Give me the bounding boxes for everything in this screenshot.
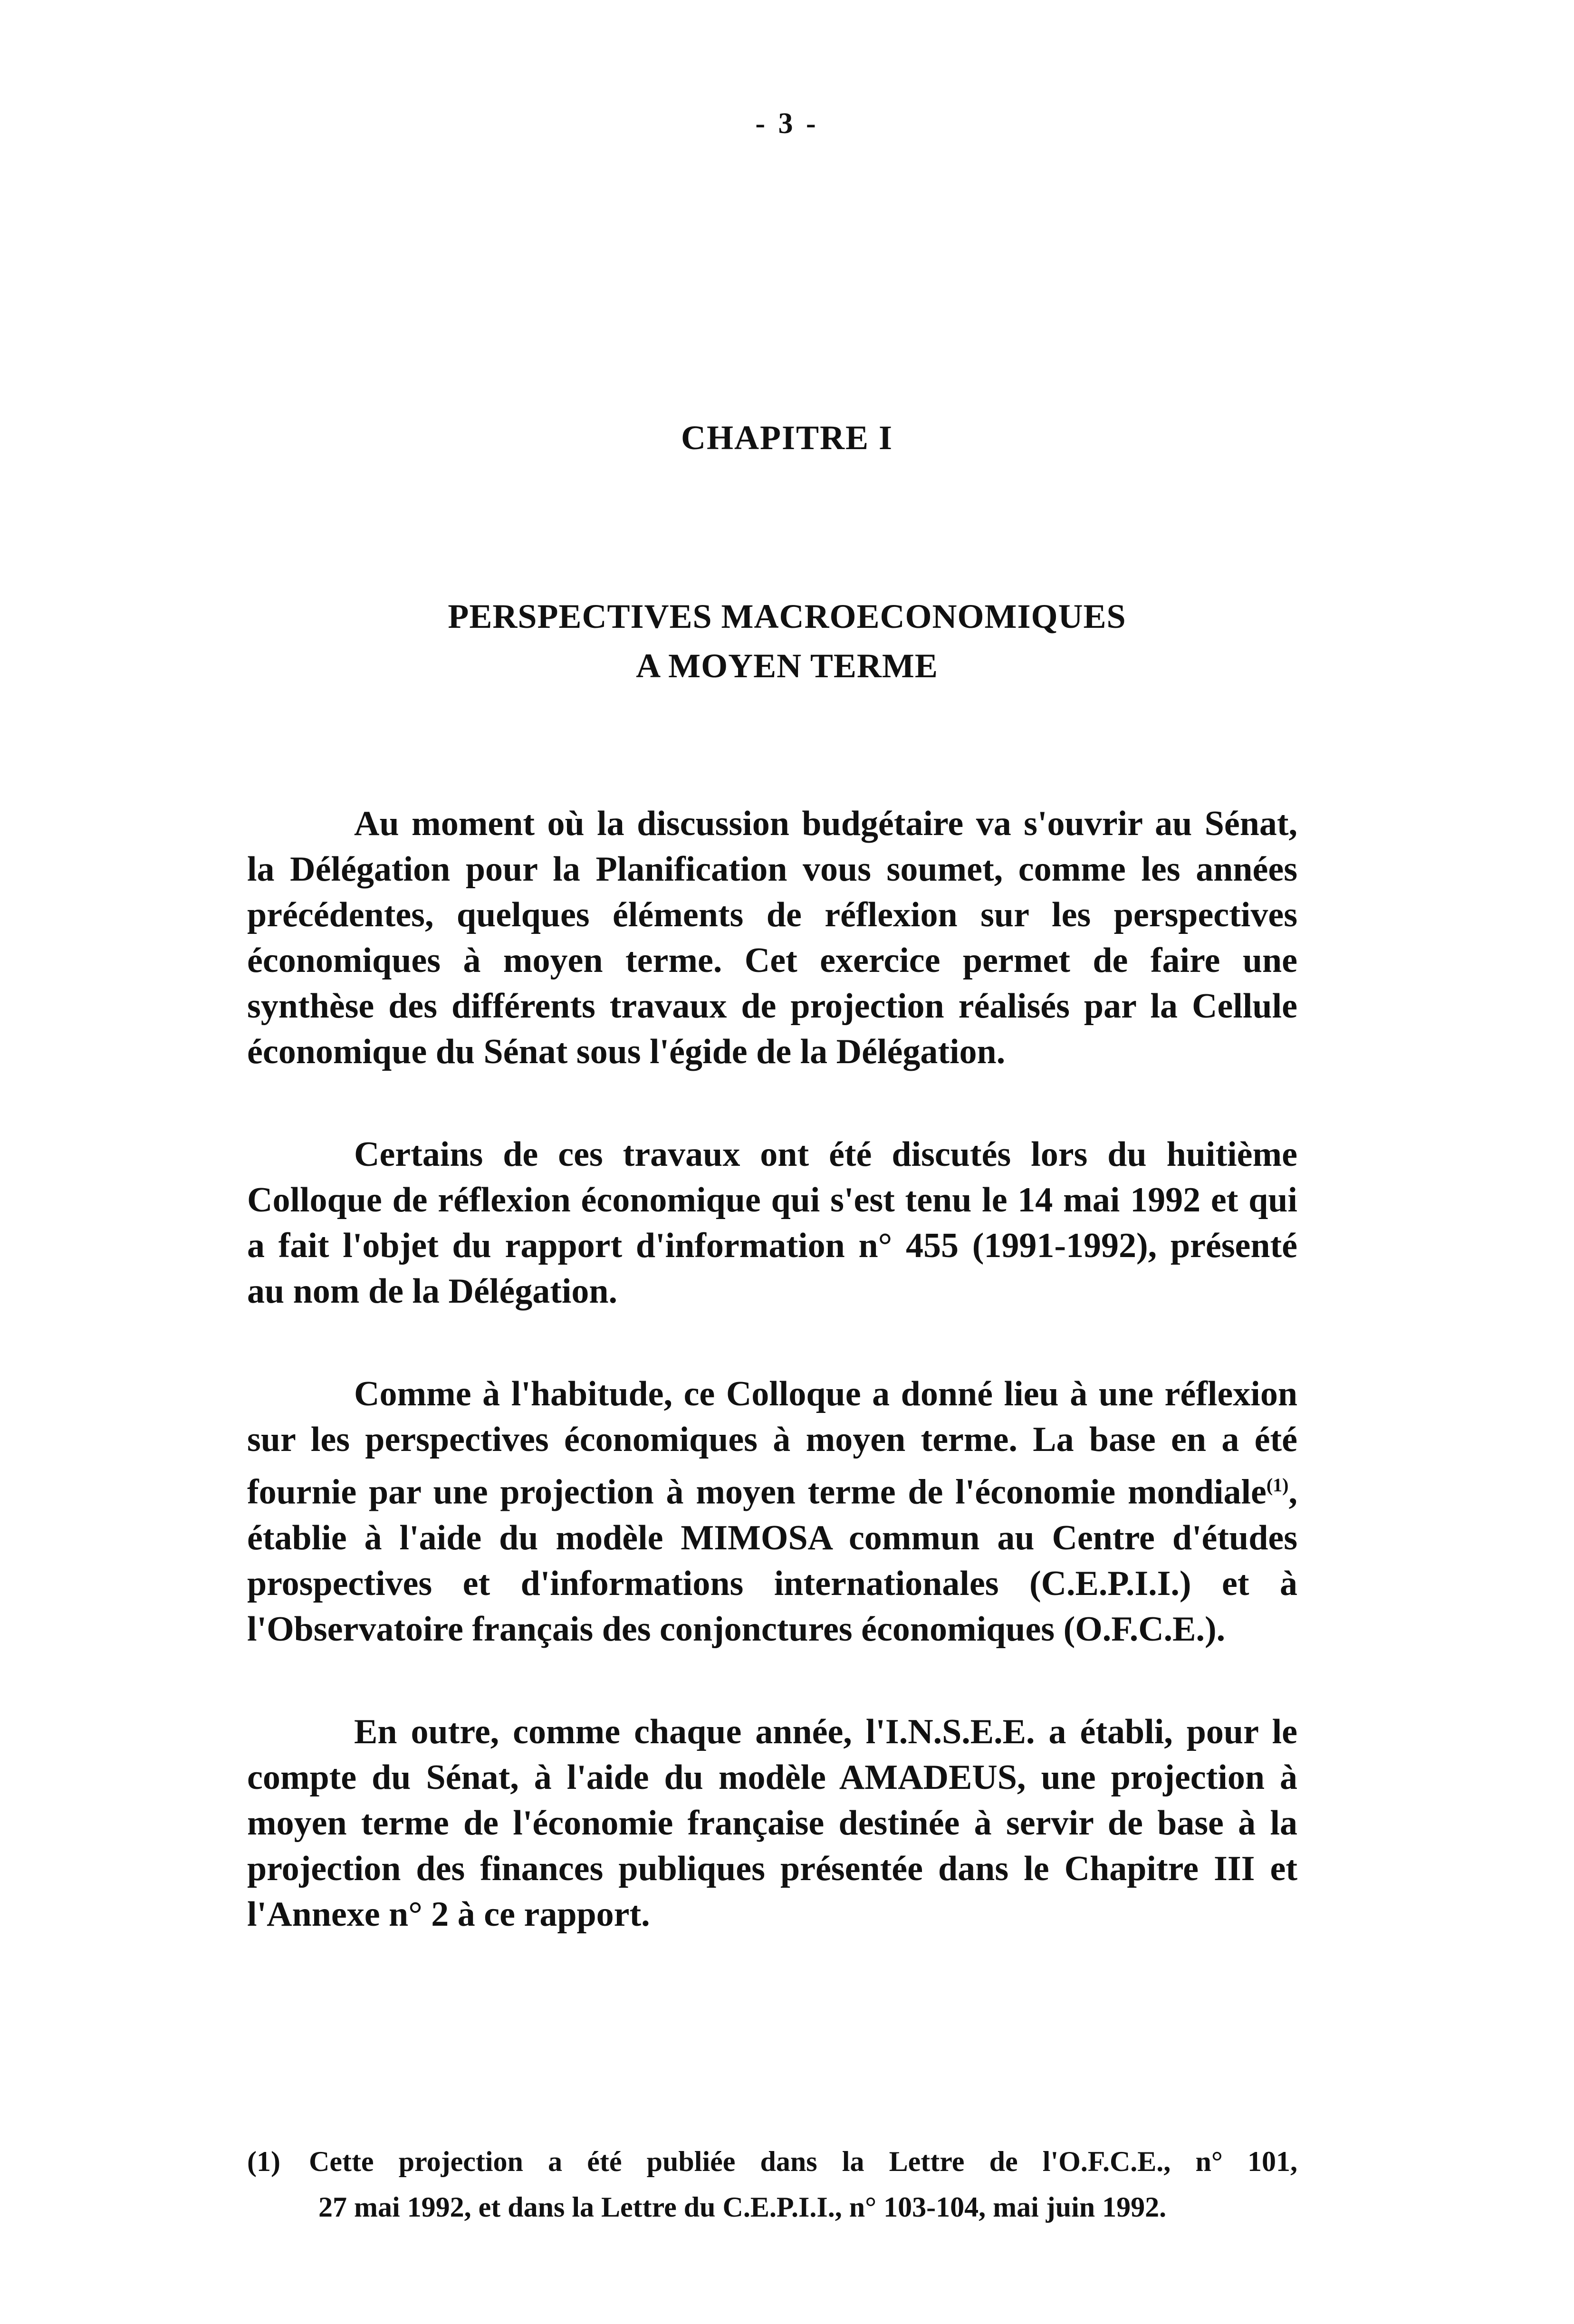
page-number: - 3 - [755,107,819,140]
paragraph-2: Certains de ces travaux ont été discutés lors du huitième Colloque de réflexion économique qui s'est tenu le 14 mai 1992 et qui a fait l'objet du rapport d'information n° 455 (1991-1992), présenté au nom de la Délégation. [247,1135,1297,1311]
chapter-label: CHAPITRE I [681,419,893,457]
paragraph-1: Au moment où la discussion budgétaire va s'ouvrir au Sénat, la Délégation pour la Planification vous soumet, comme les années précédentes, quelques éléments de réflexion sur les perspectives économiques à moyen terme. Cet exercice permet de faire une synthèse des différents travaux de projection réalisés par la Cellule économique du Sénat sous l'égide de la Délégation. [247,804,1297,1071]
footnote-text-1: Cette projection a été publiée dans la Lettre de l'O.F.C.E., n° 101, [309,2146,1297,2177]
footnote [247,2139,1297,2230]
chapter-title-line-1: PERSPECTIVES MACROECONOMIQUES [448,597,1126,635]
paragraph-3-text-a: Comme à l'habitude, ce Colloque a donné lieu à une réflexion sur les perspectives économiques à moyen terme. La base en a été fournie par une projection à moyen terme de l'économie mondiale [247,1374,1297,1512]
paragraph-4: En outre, comme chaque année, l'I.N.S.E.E. a établi, pour le compte du Sénat, à l'aide du modèle AMADEUS, une projection à moyen terme de l'économie française destinée à servir de base à la projection des finances publiques présentée dans le Chapitre III et l'Annexe n° 2 à ce rapport. [247,1712,1297,1934]
chapter-title-line-2: A MOYEN TERME [636,647,938,685]
footnote-line-1 [247,2139,1297,2184]
paragraph-3-text-b: , établie à l'aide du modèle MIMOSA commun au Centre d'études prospectives et d'informations internationales (C.E.P.I.I.) et à l'Observatoire français des conjonctures économiques (O.F.C.E.). [247,1472,1297,1649]
footnote-line-2: 27 mai 1992, et dans la Lettre du C.E.P.I.I., n° 103-104, mai juin 1992. [318,2191,1167,2223]
footnote-marker: (1) [247,2146,280,2177]
chapter-title [0,592,1574,691]
paragraph-3 [247,1371,1297,1652]
footnote-reference: (1) [1266,1474,1289,1496]
body-text [247,801,1297,1994]
